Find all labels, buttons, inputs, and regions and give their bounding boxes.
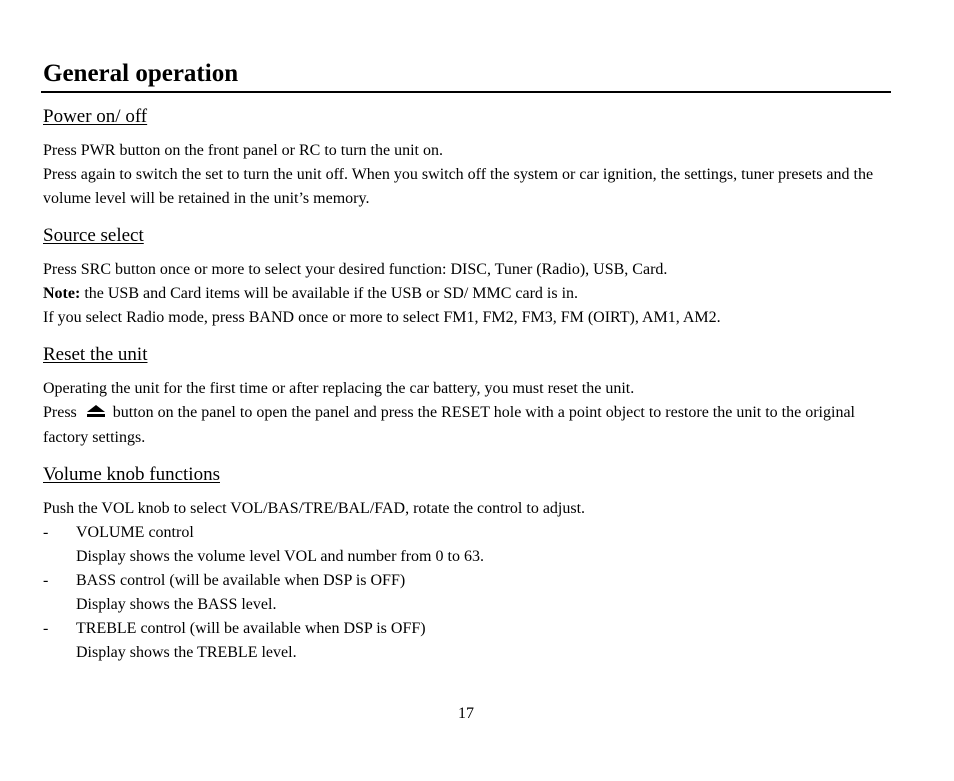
list-item-desc: Display shows the volume level VOL and number from 0 to 63. [76,548,484,565]
eject-icon [85,402,107,426]
section-heading-volume: Volume knob functions [43,464,220,485]
list-dash: - [43,524,49,541]
section-heading-reset: Reset the unit [43,344,148,365]
note-text: the USB and Card items will be available if the USB or SD/ MMC card is in. [80,285,579,302]
list-item [43,617,891,665]
page-title: General operation [43,60,239,87]
reset-line-2-text: button on the panel to open the panel and press the RESET hole with a point object to restore the unit to the original factory settings. [43,404,855,446]
section-power [43,105,891,211]
note-label: Note: [43,285,81,302]
reset-line-1: Operating the unit for the first time or after replacing the car battery, you must reset the unit. [43,380,635,397]
list-item-title: BASS control (will be available when DSP is OFF) [76,572,406,589]
list-dash: - [43,572,49,589]
title-underline [41,91,891,93]
reset-line-2 [43,401,891,450]
source-line-1: Press SRC button once or more to select your desired function: DISC, Tuner (Radio), USB, Card. [43,261,668,278]
list-dash: - [43,620,49,637]
list-item [43,569,891,617]
power-line-1: Press PWR button on the front panel or RC to turn the unit on. [43,142,443,159]
section-heading-power: Power on/ off [43,106,148,127]
list-item [43,521,891,569]
list-item-desc: Display shows the TREBLE level. [76,644,297,661]
list-item-desc: Display shows the BASS level. [76,596,277,613]
section-heading-source: Source select [43,225,144,246]
list-item-title: TREBLE control (will be available when DSP is OFF) [76,620,426,637]
page-number: 17 [458,705,474,722]
volume-intro: Push the VOL knob to select VOL/BAS/TRE/BAL/FAD, rotate the control to adjust. [43,500,586,517]
source-note [43,282,891,306]
source-line-3: If you select Radio mode, press BAND once or more to select FM1, FM2, FM3, FM (OIRT), AM1, AM2. [43,309,721,326]
list-item-title: VOLUME control [76,524,194,541]
section-source [43,224,891,330]
power-line-2: Press again to switch the set to turn the unit off. When you switch off the system or car ignition, the settings, tuner presets and the volume level will be retained in the unit’s memory. [43,166,874,207]
section-volume [43,463,891,665]
reset-press-text: Press [43,404,77,421]
section-reset [43,343,891,450]
